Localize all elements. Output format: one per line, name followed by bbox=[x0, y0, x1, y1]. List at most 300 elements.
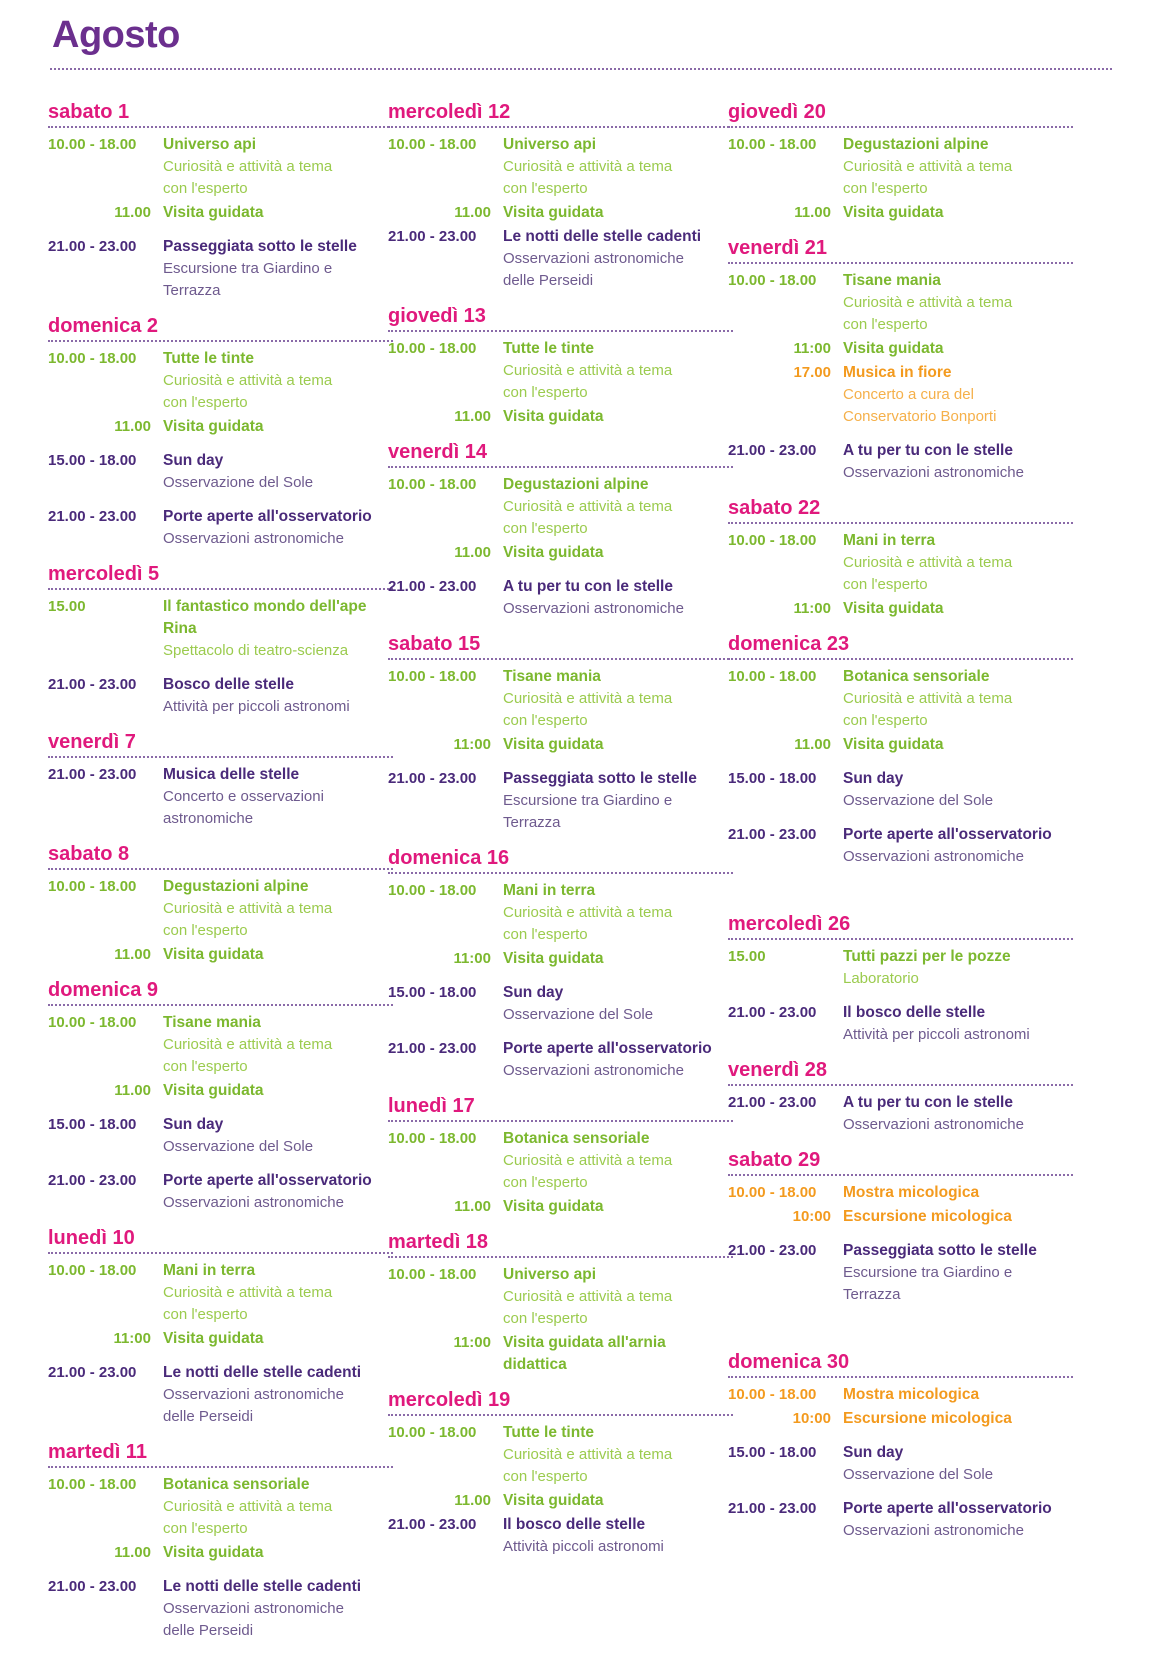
event-time: 11.00 bbox=[114, 1082, 151, 1099]
event-title: Porte aperte all'osservatorio bbox=[163, 1172, 372, 1189]
event-description: con l'esperto bbox=[503, 180, 588, 197]
event-time: 17.00 bbox=[793, 364, 831, 381]
event-title: Sun day bbox=[163, 1116, 224, 1133]
event-details bbox=[163, 1114, 393, 1158]
event-time: 21.00 - 23.00 bbox=[388, 1516, 477, 1533]
event-time: 21.00 - 23.00 bbox=[728, 1242, 817, 1259]
event-title: Tutte le tinte bbox=[503, 1424, 594, 1441]
event-row bbox=[728, 202, 1073, 224]
schedule-column-1 bbox=[48, 100, 393, 1654]
event-title: Sun day bbox=[503, 984, 564, 1001]
event-row bbox=[388, 474, 733, 540]
event-row bbox=[388, 202, 733, 224]
event-description: con l'esperto bbox=[163, 1520, 248, 1537]
event-row bbox=[728, 530, 1073, 596]
event-row bbox=[48, 674, 393, 718]
schedule-column-2 bbox=[388, 100, 733, 1570]
event-description: Curiosità e attività a tema bbox=[503, 1152, 673, 1169]
event-row bbox=[728, 134, 1073, 200]
event-row bbox=[48, 1474, 393, 1540]
day-heading: mercoledì 12 bbox=[388, 100, 733, 128]
event-description: con l'esperto bbox=[503, 1174, 588, 1191]
event-description: con l'esperto bbox=[503, 1310, 588, 1327]
event-title: Bosco delle stelle bbox=[163, 676, 294, 693]
event-description: Conservatorio Bonporti bbox=[843, 408, 997, 425]
event-time: 11:00 bbox=[113, 1330, 151, 1347]
day-heading: sabato 29 bbox=[728, 1148, 1073, 1176]
event-details bbox=[843, 1182, 1073, 1204]
event-description: Curiosità e attività a tema bbox=[163, 158, 333, 175]
event-time: 10.00 - 18.00 bbox=[728, 136, 817, 153]
day-block bbox=[48, 562, 393, 718]
event-title: Mani in terra bbox=[163, 1262, 256, 1279]
event-row bbox=[48, 876, 393, 942]
event-description: Spettacolo di teatro-scienza bbox=[163, 642, 349, 659]
event-time: 15.00 - 18.00 bbox=[48, 452, 137, 469]
schedule-column-3 bbox=[728, 100, 1073, 1554]
event-row bbox=[728, 362, 1073, 428]
day-block bbox=[728, 1148, 1073, 1306]
event-details bbox=[503, 1264, 733, 1330]
event-description: con l'esperto bbox=[503, 384, 588, 401]
event-row bbox=[388, 734, 733, 756]
event-description: Curiosità e attività a tema bbox=[843, 158, 1013, 175]
event-row bbox=[388, 1514, 733, 1558]
event-time: 11:00 bbox=[453, 736, 491, 753]
day-block bbox=[388, 440, 733, 620]
event-time: 11.00 bbox=[454, 544, 491, 561]
day-block bbox=[388, 100, 733, 292]
day-block bbox=[728, 1350, 1073, 1542]
event-title: Degustazioni alpine bbox=[503, 476, 649, 493]
event-row bbox=[388, 542, 733, 564]
event-time: 21.00 - 23.00 bbox=[388, 228, 477, 245]
event-details bbox=[843, 134, 1073, 200]
event-details bbox=[843, 946, 1073, 990]
day-heading: sabato 15 bbox=[388, 632, 733, 660]
event-description: astronomiche bbox=[163, 810, 254, 827]
event-details bbox=[503, 982, 733, 1026]
event-row bbox=[388, 768, 733, 834]
event-details bbox=[163, 1542, 393, 1564]
event-details bbox=[843, 1498, 1073, 1542]
event-details bbox=[503, 1038, 733, 1082]
event-time: 11.00 bbox=[454, 1198, 491, 1215]
event-description: Curiosità e attività a tema bbox=[503, 158, 673, 175]
event-details bbox=[163, 1362, 393, 1428]
event-description: con l'esperto bbox=[163, 1306, 248, 1323]
event-details bbox=[503, 1514, 733, 1558]
event-description: Osservazione del Sole bbox=[503, 1006, 654, 1023]
event-details bbox=[843, 1206, 1073, 1228]
day-heading: mercoledì 26 bbox=[728, 912, 1073, 940]
event-time: 21.00 - 23.00 bbox=[48, 238, 137, 255]
event-row bbox=[388, 880, 733, 946]
event-description: Osservazioni astronomiche bbox=[843, 1522, 1024, 1539]
event-details bbox=[503, 1332, 733, 1376]
event-time: 10.00 - 18.00 bbox=[728, 1386, 817, 1403]
event-row bbox=[388, 1490, 733, 1512]
event-title: Sun day bbox=[843, 770, 904, 787]
event-title: Il fantastico mondo dell'ape Rina bbox=[163, 598, 367, 637]
event-row bbox=[728, 1240, 1073, 1306]
event-description: Curiosità e attività a tema bbox=[163, 1284, 333, 1301]
event-description: Osservazioni astronomiche bbox=[163, 1194, 344, 1211]
event-title: Visita guidata bbox=[503, 204, 604, 221]
event-row bbox=[48, 944, 393, 966]
event-details bbox=[503, 768, 733, 834]
event-title: Botanica sensoriale bbox=[163, 1476, 310, 1493]
event-details bbox=[843, 440, 1073, 484]
day-block bbox=[388, 1388, 733, 1558]
event-details bbox=[503, 226, 733, 292]
event-details bbox=[503, 1422, 733, 1488]
event-row bbox=[388, 666, 733, 732]
event-time: 21.00 - 23.00 bbox=[728, 826, 817, 843]
day-heading: lunedì 10 bbox=[48, 1226, 393, 1254]
event-details bbox=[163, 764, 393, 830]
event-details bbox=[503, 880, 733, 946]
event-row bbox=[728, 1182, 1073, 1204]
event-title: Universo api bbox=[503, 1266, 597, 1283]
event-title: Visita guidata bbox=[163, 418, 264, 435]
event-details bbox=[503, 542, 733, 564]
event-description: con l'esperto bbox=[843, 180, 928, 197]
event-description: con l'esperto bbox=[163, 394, 248, 411]
event-row bbox=[48, 202, 393, 224]
event-title: Visita guidata bbox=[843, 340, 944, 357]
event-description: Escursione tra Giardino e bbox=[843, 1264, 1013, 1281]
event-description: Curiosità e attività a tema bbox=[163, 900, 333, 917]
event-time: 21.00 - 23.00 bbox=[48, 676, 137, 693]
event-title: Mostra micologica bbox=[843, 1386, 980, 1403]
event-details bbox=[843, 1002, 1073, 1046]
event-time: 10:00 bbox=[792, 1208, 831, 1225]
event-title: Le notti delle stelle cadenti bbox=[163, 1364, 362, 1381]
event-row bbox=[48, 236, 393, 302]
event-details bbox=[163, 1080, 393, 1102]
event-title: Musica delle stelle bbox=[163, 766, 300, 783]
day-heading: mercoledì 19 bbox=[388, 1388, 733, 1416]
event-time: 15.00 - 18.00 bbox=[388, 984, 477, 1001]
event-title: Tutte le tinte bbox=[503, 340, 594, 357]
event-description: Curiosità e attività a tema bbox=[843, 690, 1013, 707]
day-block bbox=[48, 1440, 393, 1642]
event-description: delle Perseidi bbox=[163, 1408, 254, 1425]
event-row bbox=[728, 1002, 1073, 1046]
event-time: 11:00 bbox=[793, 600, 831, 617]
event-description: con l'esperto bbox=[163, 180, 248, 197]
event-details bbox=[843, 768, 1073, 812]
event-description: Curiosità e attività a tema bbox=[163, 372, 333, 389]
event-title: Porte aperte all'osservatorio bbox=[843, 826, 1052, 843]
event-title: Mostra micologica bbox=[843, 1184, 980, 1201]
event-row bbox=[48, 1012, 393, 1078]
event-title: Universo api bbox=[163, 136, 257, 153]
event-time: 10.00 - 18.00 bbox=[728, 668, 817, 685]
event-description: con l'esperto bbox=[503, 712, 588, 729]
event-details bbox=[163, 674, 393, 718]
event-title: Visita guidata bbox=[843, 600, 944, 617]
event-details bbox=[843, 1240, 1073, 1306]
event-title: Degustazioni alpine bbox=[163, 878, 309, 895]
event-title: A tu per tu con le stelle bbox=[843, 442, 1013, 459]
event-details bbox=[843, 1408, 1073, 1430]
event-details bbox=[843, 338, 1073, 360]
event-details bbox=[503, 1490, 733, 1512]
event-row bbox=[48, 416, 393, 438]
day-block bbox=[388, 1094, 733, 1218]
event-time: 11.00 bbox=[454, 1492, 491, 1509]
event-time: 10.00 - 18.00 bbox=[48, 1262, 137, 1279]
event-time: 11:00 bbox=[793, 340, 831, 357]
event-row bbox=[388, 406, 733, 428]
event-time: 10.00 - 18.00 bbox=[48, 136, 137, 153]
event-time: 11.00 bbox=[114, 1544, 151, 1561]
day-heading: lunedì 17 bbox=[388, 1094, 733, 1122]
event-details bbox=[163, 1012, 393, 1078]
event-description: Osservazioni astronomiche bbox=[503, 1062, 684, 1079]
event-row bbox=[728, 824, 1073, 868]
page-title: Agosto bbox=[52, 14, 180, 56]
event-time: 21.00 - 23.00 bbox=[48, 508, 137, 525]
event-row bbox=[48, 450, 393, 494]
event-row bbox=[48, 1576, 393, 1642]
event-description: Osservazioni astronomiche bbox=[503, 600, 684, 617]
event-time: 10.00 - 18.00 bbox=[388, 340, 477, 357]
day-heading: martedì 18 bbox=[388, 1230, 733, 1258]
event-time: 10.00 - 18.00 bbox=[48, 878, 137, 895]
event-time: 21.00 - 23.00 bbox=[728, 1094, 817, 1111]
event-title: Visita guidata bbox=[503, 1198, 604, 1215]
event-description: Osservazioni astronomiche bbox=[503, 250, 684, 267]
event-row bbox=[48, 1328, 393, 1350]
day-block bbox=[728, 236, 1073, 484]
event-details bbox=[503, 948, 733, 970]
day-heading: venerdì 28 bbox=[728, 1058, 1073, 1086]
event-title: Botanica sensoriale bbox=[503, 1130, 650, 1147]
event-row bbox=[388, 1332, 733, 1376]
event-details bbox=[843, 598, 1073, 620]
event-row bbox=[48, 134, 393, 200]
day-heading: venerdì 14 bbox=[388, 440, 733, 468]
event-details bbox=[843, 666, 1073, 732]
event-time: 10.00 - 18.00 bbox=[48, 350, 137, 367]
event-description: con l'esperto bbox=[843, 316, 928, 333]
day-heading: domenica 23 bbox=[728, 632, 1073, 660]
event-details bbox=[843, 1092, 1073, 1136]
event-time: 21.00 - 23.00 bbox=[388, 578, 477, 595]
event-row bbox=[48, 596, 393, 662]
event-details bbox=[843, 1442, 1073, 1486]
event-time: 15.00 - 18.00 bbox=[728, 770, 817, 787]
day-block bbox=[388, 632, 733, 834]
event-time: 21.00 - 23.00 bbox=[388, 1040, 477, 1057]
event-details bbox=[503, 666, 733, 732]
event-time: 21.00 - 23.00 bbox=[728, 1500, 817, 1517]
event-details bbox=[163, 1474, 393, 1540]
event-row bbox=[728, 440, 1073, 484]
event-title: Musica in fiore bbox=[843, 364, 952, 381]
event-description: Curiosità e attività a tema bbox=[503, 1288, 673, 1305]
event-details bbox=[163, 450, 393, 494]
event-description: Curiosità e attività a tema bbox=[843, 294, 1013, 311]
event-time: 11.00 bbox=[794, 736, 831, 753]
event-description: Curiosità e attività a tema bbox=[503, 904, 673, 921]
event-description: Escursione tra Giardino e bbox=[503, 792, 673, 809]
event-title: Escursione micologica bbox=[843, 1208, 1012, 1225]
event-row bbox=[48, 348, 393, 414]
day-block bbox=[48, 730, 393, 830]
event-row bbox=[388, 982, 733, 1026]
event-title: Visita guidata bbox=[163, 1082, 264, 1099]
event-description: Curiosità e attività a tema bbox=[503, 362, 673, 379]
event-details bbox=[843, 270, 1073, 336]
event-details bbox=[503, 406, 733, 428]
event-details bbox=[503, 734, 733, 756]
event-title: Sun day bbox=[163, 452, 224, 469]
event-time: 10.00 - 18.00 bbox=[728, 532, 817, 549]
event-row bbox=[388, 1264, 733, 1330]
event-description: Terrazza bbox=[163, 282, 221, 299]
event-time: 10.00 - 18.00 bbox=[728, 1184, 817, 1201]
day-heading: venerdì 21 bbox=[728, 236, 1073, 264]
event-time: 11.00 bbox=[114, 946, 151, 963]
event-time: 11.00 bbox=[114, 418, 151, 435]
event-title: Tutte le tinte bbox=[163, 350, 254, 367]
event-row bbox=[388, 1038, 733, 1082]
event-row bbox=[728, 270, 1073, 336]
event-title: Mani in terra bbox=[843, 532, 936, 549]
event-title: Porte aperte all'osservatorio bbox=[503, 1040, 712, 1057]
event-description: con l'esperto bbox=[843, 712, 928, 729]
event-title: Tisane mania bbox=[163, 1014, 261, 1031]
event-title: Visita guidata bbox=[163, 1544, 264, 1561]
event-details bbox=[843, 530, 1073, 596]
event-description: Curiosità e attività a tema bbox=[163, 1498, 333, 1515]
event-title: Mani in terra bbox=[503, 882, 596, 899]
event-description: con l'esperto bbox=[843, 576, 928, 593]
day-block bbox=[728, 1058, 1073, 1136]
event-description: Osservazioni astronomiche bbox=[163, 1386, 344, 1403]
event-row bbox=[388, 1422, 733, 1488]
event-description: Curiosità e attività a tema bbox=[503, 498, 673, 515]
event-details bbox=[843, 202, 1073, 224]
event-row bbox=[728, 338, 1073, 360]
event-time: 21.00 - 23.00 bbox=[388, 770, 477, 787]
event-details bbox=[503, 338, 733, 404]
day-block bbox=[48, 842, 393, 966]
day-heading: venerdì 7 bbox=[48, 730, 393, 758]
event-time: 15.00 - 18.00 bbox=[48, 1116, 137, 1133]
event-details bbox=[163, 506, 393, 550]
event-title: Sun day bbox=[843, 1444, 904, 1461]
event-time: 15.00 - 18.00 bbox=[728, 1444, 817, 1461]
day-block bbox=[728, 100, 1073, 224]
event-time: 10.00 - 18.00 bbox=[388, 668, 477, 685]
event-title: Escursione micologica bbox=[843, 1410, 1012, 1427]
event-row bbox=[728, 598, 1073, 620]
event-title: Porte aperte all'osservatorio bbox=[843, 1500, 1052, 1517]
event-time: 21.00 - 23.00 bbox=[48, 766, 137, 783]
event-details bbox=[843, 362, 1073, 428]
event-description: Attività per piccoli astronomi bbox=[163, 698, 350, 715]
event-title: Visita guidata bbox=[503, 544, 604, 561]
event-time: 11.00 bbox=[114, 204, 151, 221]
event-title: Visita guidata bbox=[843, 736, 944, 753]
event-time: 11:00 bbox=[453, 950, 491, 967]
event-time: 10.00 - 18.00 bbox=[388, 1424, 477, 1441]
event-description: Curiosità e attività a tema bbox=[843, 554, 1013, 571]
event-title: Degustazioni alpine bbox=[843, 136, 989, 153]
event-time: 10.00 - 18.00 bbox=[388, 476, 477, 493]
day-heading: domenica 9 bbox=[48, 978, 393, 1006]
event-description: Osservazione del Sole bbox=[843, 1466, 994, 1483]
event-row bbox=[48, 1170, 393, 1214]
event-time: 10.00 - 18.00 bbox=[388, 136, 477, 153]
event-time: 11.00 bbox=[454, 408, 491, 425]
event-details bbox=[163, 236, 393, 302]
event-time: 21.00 - 23.00 bbox=[48, 1172, 137, 1189]
event-description: Osservazione del Sole bbox=[163, 1138, 314, 1155]
event-title: Passeggiata sotto le stelle bbox=[843, 1242, 1037, 1259]
event-title: Tisane mania bbox=[843, 272, 941, 289]
event-description: Osservazioni astronomiche bbox=[163, 1600, 344, 1617]
event-row bbox=[728, 1442, 1073, 1486]
event-title: Porte aperte all'osservatorio bbox=[163, 508, 372, 525]
event-details bbox=[163, 416, 393, 438]
event-row bbox=[48, 764, 393, 830]
event-time: 21.00 - 23.00 bbox=[728, 1004, 817, 1021]
event-time: 11:00 bbox=[453, 1334, 491, 1351]
event-description: Attività piccoli astronomi bbox=[503, 1538, 664, 1555]
event-row bbox=[728, 1498, 1073, 1542]
event-details bbox=[843, 824, 1073, 868]
event-time: 11.00 bbox=[454, 204, 491, 221]
event-time: 21.00 - 23.00 bbox=[48, 1578, 137, 1595]
day-heading: domenica 16 bbox=[388, 846, 733, 874]
title-divider bbox=[50, 68, 1112, 70]
event-details bbox=[163, 944, 393, 966]
event-title: Tisane mania bbox=[503, 668, 601, 685]
event-description: Osservazione del Sole bbox=[843, 792, 994, 809]
event-title: Il bosco delle stelle bbox=[503, 1516, 646, 1533]
event-description: Osservazione del Sole bbox=[163, 474, 314, 491]
event-description: con l'esperto bbox=[503, 1468, 588, 1485]
event-title: Universo api bbox=[503, 136, 597, 153]
event-row bbox=[48, 1542, 393, 1564]
event-time: 10:00 bbox=[792, 1410, 831, 1427]
event-details bbox=[163, 876, 393, 942]
event-description: Concerto a cura del bbox=[843, 386, 974, 403]
event-time: 10.00 - 18.00 bbox=[388, 1130, 477, 1147]
event-title: Il bosco delle stelle bbox=[843, 1004, 986, 1021]
event-description: con l'esperto bbox=[503, 926, 588, 943]
event-description: Terrazza bbox=[503, 814, 561, 831]
event-row bbox=[728, 1206, 1073, 1228]
event-title: Visita guidata bbox=[163, 946, 264, 963]
event-time: 21.00 - 23.00 bbox=[728, 442, 817, 459]
event-row bbox=[48, 1260, 393, 1326]
event-title: Visita guidata all'arnia didattica bbox=[503, 1334, 666, 1373]
event-description: con l'esperto bbox=[503, 520, 588, 537]
event-description: Osservazioni astronomiche bbox=[843, 848, 1024, 865]
event-title: Visita guidata bbox=[503, 950, 604, 967]
event-title: A tu per tu con le stelle bbox=[503, 578, 673, 595]
event-title: Botanica sensoriale bbox=[843, 668, 990, 685]
day-heading: mercoledì 5 bbox=[48, 562, 393, 590]
event-title: Visita guidata bbox=[843, 204, 944, 221]
